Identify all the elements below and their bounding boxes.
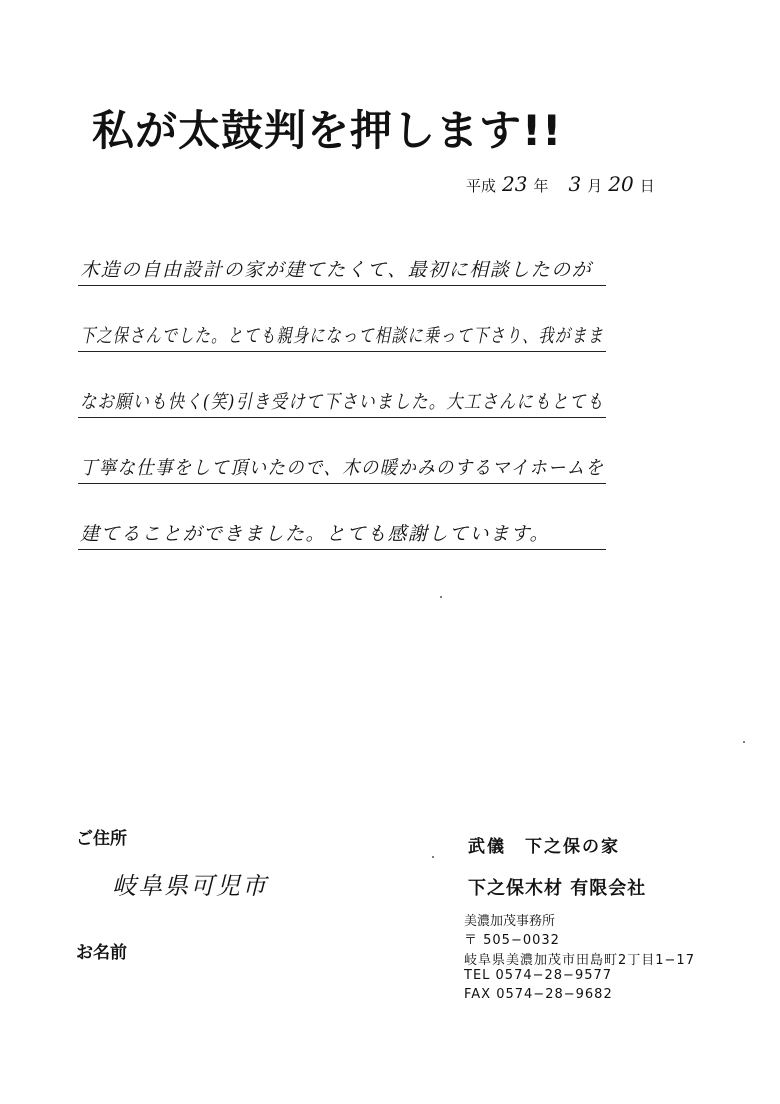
message-text: なお願いも快く(笑)引き受けて下さいました。大工さんにもとても	[80, 391, 605, 413]
ruled-line	[78, 417, 606, 418]
message-text: 丁寧な仕事をして頂いたので、木の暖かみのするマイホームを	[80, 457, 605, 479]
message-line	[78, 494, 606, 560]
address-value: 岐阜県可児市	[112, 872, 268, 900]
company-tel: TEL 0574−28−9577	[464, 968, 613, 983]
company-tagline: 武儀 下之保の家	[468, 837, 620, 857]
date-month: 3	[568, 172, 582, 196]
ruled-line	[78, 549, 606, 550]
company-address: 岐阜県美濃加茂市田島町2丁目1−17	[464, 953, 695, 968]
date-era: 平成	[466, 177, 497, 195]
address-label: ご住所	[76, 829, 127, 849]
date-day-unit: 日	[639, 177, 655, 195]
date-year: 23	[502, 172, 528, 196]
page-title: 私が太鼓判を押します!!	[92, 106, 563, 155]
message-line	[78, 428, 606, 494]
company-name: 下之保木材 有限会社	[468, 878, 647, 899]
message-line	[78, 230, 606, 296]
date-month-unit: 月	[587, 177, 603, 195]
message-text: 下之保さんでした。とても親身になって相談に乗って下さり、我がまま	[80, 325, 605, 347]
company-postal: 〒 505−0032	[464, 933, 560, 948]
message-line	[78, 296, 606, 362]
company-office: 美濃加茂事務所	[464, 914, 556, 929]
speck	[743, 741, 745, 743]
speck	[432, 856, 434, 858]
name-label: お名前	[76, 943, 127, 963]
ruled-line	[78, 483, 606, 484]
message-text: 木造の自由設計の家が建てたくて、最初に相談したのが	[80, 259, 593, 281]
message-block	[78, 230, 606, 560]
message-line	[78, 362, 606, 428]
speck	[440, 596, 442, 598]
date-day: 20	[608, 172, 634, 196]
company-fax: FAX 0574−28−9682	[464, 987, 613, 1002]
date-line	[466, 172, 655, 196]
message-text: 建てることができました。とても感謝しています。	[80, 523, 550, 545]
ruled-line	[78, 285, 606, 286]
date-year-unit: 年	[533, 177, 549, 195]
ruled-line	[78, 351, 606, 352]
